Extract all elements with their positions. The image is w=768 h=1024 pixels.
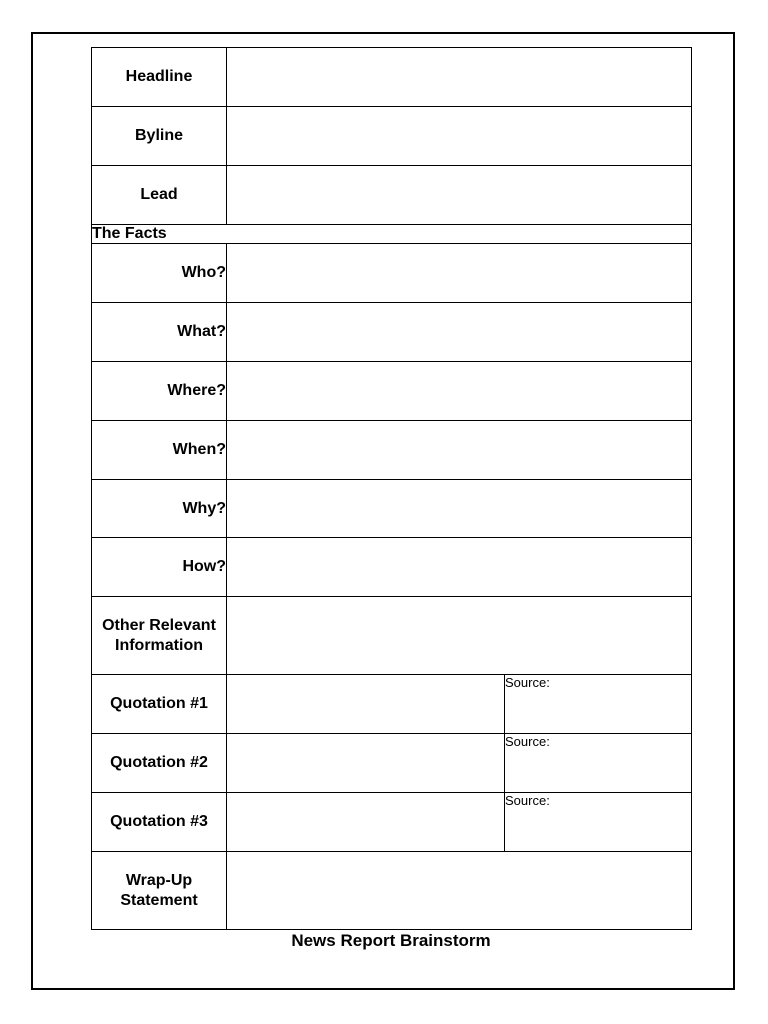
row-why <box>92 480 692 538</box>
row-what <box>92 303 692 362</box>
lead-answer-cell[interactable] <box>227 166 692 225</box>
row-byline <box>92 107 692 166</box>
byline-label: Byline <box>92 107 227 166</box>
row-wrap-up <box>92 852 692 930</box>
why-label: Why? <box>92 480 227 538</box>
row-other <box>92 597 692 675</box>
headline-answer-cell[interactable] <box>227 48 692 107</box>
row-when <box>92 421 692 480</box>
other-answer-cell[interactable] <box>227 597 692 675</box>
who-label: Who? <box>92 244 227 303</box>
brainstorm-table <box>91 47 692 930</box>
what-answer-cell[interactable] <box>227 303 692 362</box>
how-answer-cell[interactable] <box>227 538 692 597</box>
row-quotation-2 <box>92 734 692 793</box>
quotation-3-label: Quotation #3 <box>92 793 227 852</box>
row-who <box>92 244 692 303</box>
row-where <box>92 362 692 421</box>
wrap-up-statement-label: Wrap-Up Statement <box>92 852 227 930</box>
row-headline <box>92 48 692 107</box>
quotation-2-answer-cell[interactable] <box>227 734 505 793</box>
row-how <box>92 538 692 597</box>
row-lead <box>92 166 692 225</box>
quotation-3-answer-cell[interactable] <box>227 793 505 852</box>
who-answer-cell[interactable] <box>227 244 692 303</box>
quotation-1-label: Quotation #1 <box>92 675 227 734</box>
quotation-3-source-cell[interactable]: Source: <box>505 793 692 852</box>
when-label: When? <box>92 421 227 480</box>
how-label: How? <box>92 538 227 597</box>
where-label: Where? <box>92 362 227 421</box>
headline-label: Headline <box>92 48 227 107</box>
quotation-1-source-cell[interactable]: Source: <box>505 675 692 734</box>
when-answer-cell[interactable] <box>227 421 692 480</box>
other-relevant-information-label: Other Relevant Information <box>92 597 227 675</box>
row-quotation-3 <box>92 793 692 852</box>
lead-label: Lead <box>92 166 227 225</box>
the-facts-heading: The Facts <box>92 225 692 244</box>
where-answer-cell[interactable] <box>227 362 692 421</box>
what-label: What? <box>92 303 227 362</box>
quotation-1-answer-cell[interactable] <box>227 675 505 734</box>
document-title: News Report Brainstorm <box>291 931 491 950</box>
row-quotation-1 <box>92 675 692 734</box>
why-answer-cell[interactable] <box>227 480 692 538</box>
quotation-2-source-cell[interactable]: Source: <box>505 734 692 793</box>
row-section-facts <box>92 225 692 244</box>
wrap-up-answer-cell[interactable] <box>227 852 692 930</box>
quotation-2-label: Quotation #2 <box>92 734 227 793</box>
byline-answer-cell[interactable] <box>227 107 692 166</box>
